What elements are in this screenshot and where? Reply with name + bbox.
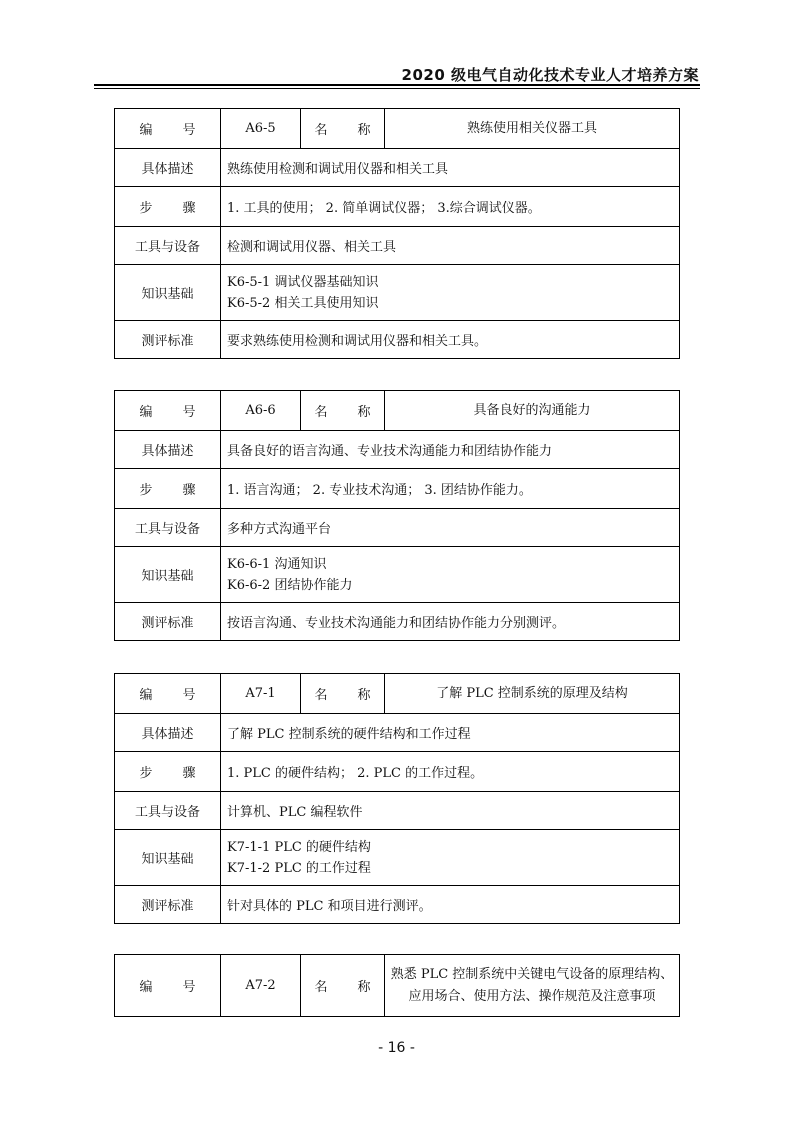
knowledge-item: K7-1-1 PLC 的硬件结构 bbox=[227, 839, 371, 855]
steps-value: 1. 工具的使用； 2. 简单调试仪器； 3.综合调试仪器。 bbox=[221, 187, 680, 227]
tools-label: 工具与设备 bbox=[115, 792, 221, 830]
code-value: A7-1 bbox=[221, 674, 301, 714]
knowledge-item: K7-1-2 PLC 的工作过程 bbox=[227, 860, 371, 876]
name-label: 名 称 bbox=[301, 391, 385, 431]
name-label: 名 称 bbox=[301, 674, 385, 714]
eval-label: 测评标准 bbox=[115, 603, 221, 641]
name-label: 名 称 bbox=[301, 955, 385, 1017]
desc-label: 具体描述 bbox=[115, 431, 221, 469]
code-label: 编 号 bbox=[115, 955, 221, 1017]
knowledge-item: K6-6-1 沟通知识 bbox=[227, 556, 327, 572]
name-value: 熟悉 PLC 控制系统中关键电气设备的原理结构、应用场合、使用方法、操作规范及注意事项 bbox=[385, 955, 680, 1017]
eval-value: 要求熟练使用检测和调试用仪器和相关工具。 bbox=[221, 321, 680, 359]
name-value: 了解 PLC 控制系统的原理及结构 bbox=[385, 674, 680, 714]
code-label: 编 号 bbox=[115, 109, 221, 149]
knowledge-label: 知识基础 bbox=[115, 830, 221, 886]
knowledge-label: 知识基础 bbox=[115, 265, 221, 321]
steps-value: 1. 语言沟通； 2. 专业技术沟通； 3. 团结协作能力。 bbox=[221, 469, 680, 509]
steps-label: 步 骤 bbox=[115, 469, 221, 509]
desc-value: 熟练使用检测和调试用仪器和相关工具 bbox=[221, 149, 680, 187]
document-header-title: 2020 级电气自动化技术专业人才培养方案 bbox=[401, 66, 699, 84]
header-rule-thick bbox=[94, 84, 700, 86]
desc-label: 具体描述 bbox=[115, 714, 221, 752]
skill-table-a6-6 bbox=[114, 390, 680, 641]
name-value: 具备良好的沟通能力 bbox=[385, 391, 680, 431]
knowledge-value bbox=[221, 265, 680, 321]
code-value: A7-2 bbox=[221, 955, 301, 1017]
knowledge-item: K6-5-1 调试仪器基础知识 bbox=[227, 274, 379, 290]
eval-value: 针对具体的 PLC 和项目进行测评。 bbox=[221, 886, 680, 924]
steps-value: 1. PLC 的硬件结构； 2. PLC 的工作过程。 bbox=[221, 752, 680, 792]
tools-label: 工具与设备 bbox=[115, 509, 221, 547]
eval-label: 测评标准 bbox=[115, 321, 221, 359]
tools-value: 计算机、PLC 编程软件 bbox=[221, 792, 680, 830]
code-label: 编 号 bbox=[115, 674, 221, 714]
page-number: - 16 - bbox=[378, 1040, 415, 1056]
code-label: 编 号 bbox=[115, 391, 221, 431]
desc-label: 具体描述 bbox=[115, 149, 221, 187]
knowledge-value bbox=[221, 547, 680, 603]
tools-value: 检测和调试用仪器、相关工具 bbox=[221, 227, 680, 265]
knowledge-item: K6-5-2 相关工具使用知识 bbox=[227, 295, 379, 311]
skill-table-a6-5 bbox=[114, 108, 680, 359]
code-value: A6-5 bbox=[221, 109, 301, 149]
steps-label: 步 骤 bbox=[115, 187, 221, 227]
eval-label: 测评标准 bbox=[115, 886, 221, 924]
tools-value: 多种方式沟通平台 bbox=[221, 509, 680, 547]
header-rule-thin bbox=[94, 88, 700, 89]
tools-label: 工具与设备 bbox=[115, 227, 221, 265]
name-value: 熟练使用相关仪器工具 bbox=[385, 109, 680, 149]
knowledge-value bbox=[221, 830, 680, 886]
steps-label: 步 骤 bbox=[115, 752, 221, 792]
skill-table-a7-1 bbox=[114, 673, 680, 924]
knowledge-label: 知识基础 bbox=[115, 547, 221, 603]
desc-value: 具备良好的语言沟通、专业技术沟通能力和团结协作能力 bbox=[221, 431, 680, 469]
skill-table-a7-2 bbox=[114, 954, 680, 1017]
desc-value: 了解 PLC 控制系统的硬件结构和工作过程 bbox=[221, 714, 680, 752]
name-label: 名 称 bbox=[301, 109, 385, 149]
knowledge-item: K6-6-2 团结协作能力 bbox=[227, 577, 353, 593]
code-value: A6-6 bbox=[221, 391, 301, 431]
eval-value: 按语言沟通、专业技术沟通能力和团结协作能力分别测评。 bbox=[221, 603, 680, 641]
